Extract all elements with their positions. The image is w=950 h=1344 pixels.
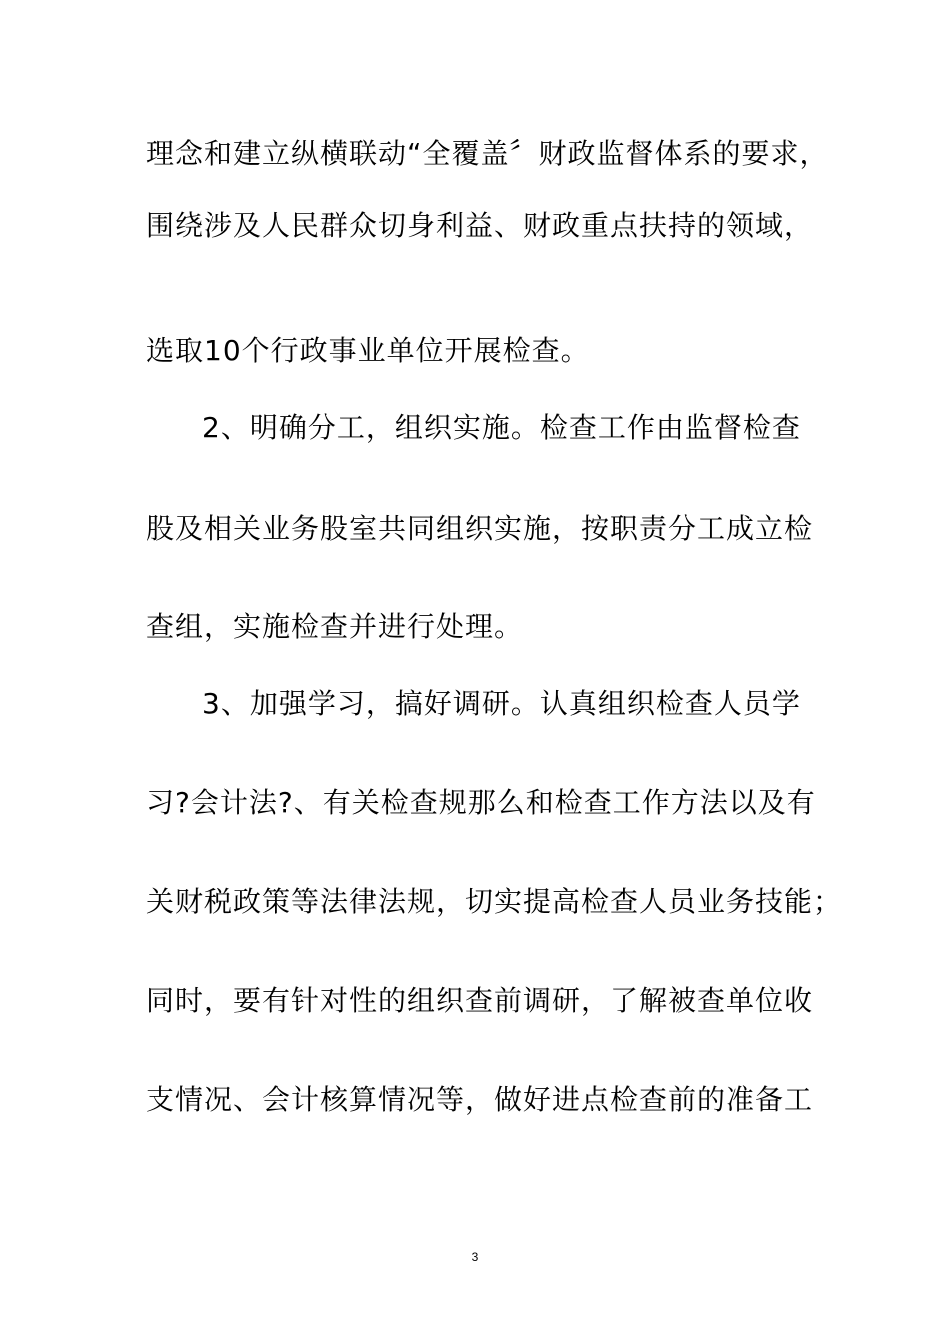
paragraph-2-start: 2、明确分工，组织实施。检查工作由监督检查 [202, 411, 801, 444]
text-line-10: 同时，要有针对性的组织查前调研，了解被查单位收 [146, 984, 814, 1017]
text-line-1: 理念和建立纵横联动“全覆盖〞财政监督体系的要求， [146, 137, 829, 170]
text-line-5: 股及相关业务股室共同组织实施，按职责分工成立检 [146, 512, 814, 545]
text-line-9: 关财税政策等法律法规，切实提高检查人员业务技能； [146, 885, 843, 918]
text-line-2: 围绕涉及人民群众切身利益、财政重点扶持的领域， [146, 209, 814, 242]
text-line-3: 选取10个行政事业单位开展检查。 [146, 334, 590, 367]
text-line-6: 查组，实施检查并进行处理。 [146, 610, 524, 643]
page-number: 3 [471, 1250, 479, 1264]
text-line-11: 支情况、会计核算情况等，做好进点检查前的准备工 [146, 1083, 814, 1116]
paragraph-3-start: 3、加强学习，搞好调研。认真组织检查人员学 [202, 687, 801, 720]
text-line-8: 习?会计法?、有关检查规那么和检查工作方法以及有 [146, 786, 816, 819]
